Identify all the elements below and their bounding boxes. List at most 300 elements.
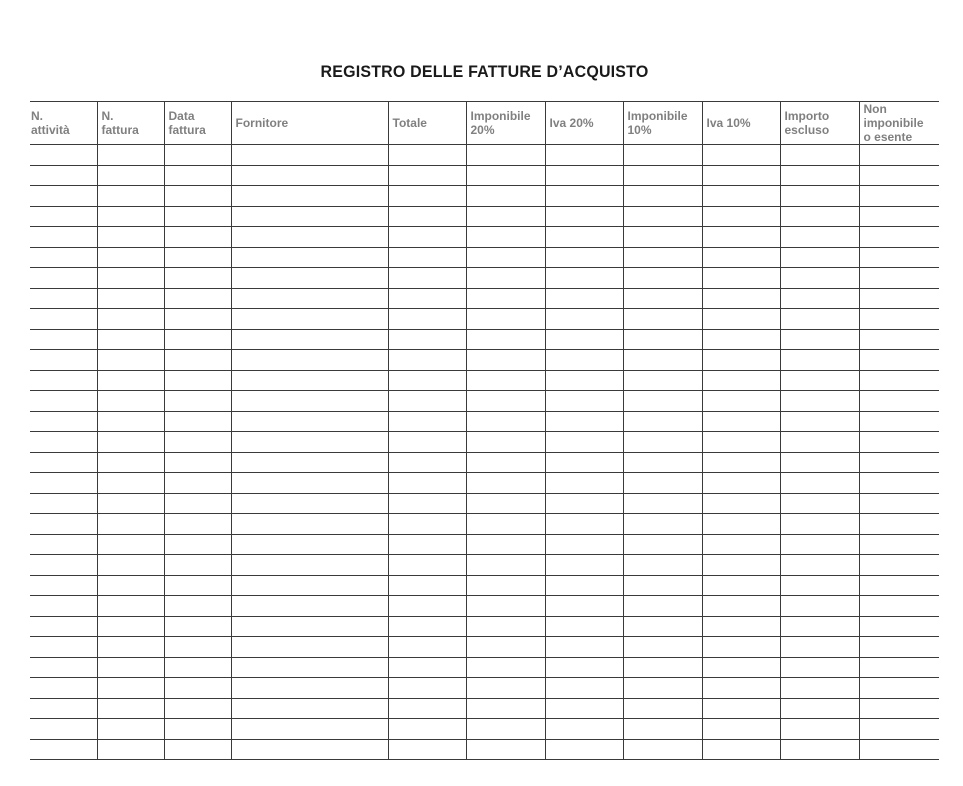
cell-fornitore	[231, 165, 388, 186]
cell-totale	[388, 719, 466, 740]
cell-imponibile-20	[466, 596, 545, 617]
cell-totale	[388, 165, 466, 186]
cell-imponibile-10	[623, 493, 702, 514]
cell-importo-escluso	[780, 616, 859, 637]
cell-iva-10	[702, 268, 780, 289]
cell-iva-20	[545, 678, 623, 699]
cell-data-fattura	[164, 227, 231, 248]
cell-totale	[388, 391, 466, 412]
cell-n-attivita	[30, 739, 97, 760]
cell-non-imponibile	[859, 227, 939, 248]
cell-iva-20	[545, 227, 623, 248]
cell-totale	[388, 329, 466, 350]
cell-n-attivita	[30, 678, 97, 699]
cell-data-fattura	[164, 596, 231, 617]
cell-importo-escluso	[780, 329, 859, 350]
cell-n-attivita	[30, 596, 97, 617]
cell-imponibile-10	[623, 698, 702, 719]
cell-imponibile-10	[623, 678, 702, 699]
cell-fornitore	[231, 432, 388, 453]
cell-importo-escluso	[780, 555, 859, 576]
cell-imponibile-20	[466, 534, 545, 555]
cell-fornitore	[231, 370, 388, 391]
cell-imponibile-10	[623, 534, 702, 555]
cell-totale	[388, 698, 466, 719]
cell-n-attivita	[30, 657, 97, 678]
cell-fornitore	[231, 698, 388, 719]
cell-data-fattura	[164, 719, 231, 740]
cell-importo-escluso	[780, 411, 859, 432]
cell-iva-10	[702, 575, 780, 596]
cell-fornitore	[231, 637, 388, 658]
cell-n-attivita	[30, 616, 97, 637]
cell-fornitore	[231, 206, 388, 227]
cell-iva-20	[545, 309, 623, 330]
cell-n-attivita	[30, 391, 97, 412]
cell-iva-10	[702, 596, 780, 617]
cell-n-attivita	[30, 473, 97, 494]
cell-non-imponibile	[859, 145, 939, 166]
cell-n-fattura	[97, 145, 164, 166]
table-row	[30, 719, 939, 740]
cell-totale	[388, 186, 466, 207]
cell-n-fattura	[97, 452, 164, 473]
cell-n-fattura	[97, 719, 164, 740]
cell-imponibile-10	[623, 186, 702, 207]
cell-n-fattura	[97, 165, 164, 186]
cell-importo-escluso	[780, 145, 859, 166]
cell-imponibile-20	[466, 186, 545, 207]
column-header-non-imponibile: Non imponibile o esente	[859, 102, 939, 145]
cell-fornitore	[231, 575, 388, 596]
cell-imponibile-10	[623, 719, 702, 740]
table-row	[30, 678, 939, 699]
cell-fornitore	[231, 309, 388, 330]
column-header-imponibile-20: Imponibile 20%	[466, 102, 545, 145]
cell-imponibile-10	[623, 165, 702, 186]
table-row	[30, 432, 939, 453]
cell-data-fattura	[164, 370, 231, 391]
cell-iva-10	[702, 698, 780, 719]
cell-non-imponibile	[859, 432, 939, 453]
cell-iva-20	[545, 206, 623, 227]
cell-data-fattura	[164, 329, 231, 350]
column-header-n-fattura: N. fattura	[97, 102, 164, 145]
cell-non-imponibile	[859, 575, 939, 596]
cell-non-imponibile	[859, 206, 939, 227]
cell-totale	[388, 514, 466, 535]
cell-iva-10	[702, 329, 780, 350]
cell-data-fattura	[164, 555, 231, 576]
cell-n-fattura	[97, 370, 164, 391]
cell-n-attivita	[30, 432, 97, 453]
cell-fornitore	[231, 555, 388, 576]
cell-imponibile-20	[466, 678, 545, 699]
cell-importo-escluso	[780, 227, 859, 248]
cell-data-fattura	[164, 165, 231, 186]
cell-importo-escluso	[780, 391, 859, 412]
cell-data-fattura	[164, 452, 231, 473]
cell-n-fattura	[97, 555, 164, 576]
cell-data-fattura	[164, 657, 231, 678]
cell-iva-20	[545, 493, 623, 514]
table-row	[30, 657, 939, 678]
cell-totale	[388, 555, 466, 576]
cell-n-fattura	[97, 247, 164, 268]
table-row	[30, 309, 939, 330]
cell-n-attivita	[30, 637, 97, 658]
cell-n-attivita	[30, 186, 97, 207]
cell-non-imponibile	[859, 534, 939, 555]
cell-non-imponibile	[859, 186, 939, 207]
cell-imponibile-10	[623, 288, 702, 309]
cell-imponibile-10	[623, 514, 702, 535]
cell-data-fattura	[164, 575, 231, 596]
cell-n-attivita	[30, 514, 97, 535]
cell-iva-20	[545, 350, 623, 371]
cell-data-fattura	[164, 493, 231, 514]
cell-data-fattura	[164, 739, 231, 760]
table-row	[30, 268, 939, 289]
cell-iva-10	[702, 678, 780, 699]
cell-totale	[388, 637, 466, 658]
cell-totale	[388, 596, 466, 617]
cell-iva-10	[702, 739, 780, 760]
cell-iva-10	[702, 247, 780, 268]
cell-imponibile-20	[466, 514, 545, 535]
cell-n-fattura	[97, 596, 164, 617]
cell-imponibile-20	[466, 288, 545, 309]
cell-imponibile-10	[623, 555, 702, 576]
cell-iva-10	[702, 411, 780, 432]
cell-data-fattura	[164, 637, 231, 658]
cell-iva-20	[545, 145, 623, 166]
cell-importo-escluso	[780, 350, 859, 371]
cell-iva-10	[702, 616, 780, 637]
cell-n-attivita	[30, 534, 97, 555]
cell-data-fattura	[164, 288, 231, 309]
cell-totale	[388, 616, 466, 637]
cell-n-attivita	[30, 268, 97, 289]
cell-non-imponibile	[859, 370, 939, 391]
cell-totale	[388, 145, 466, 166]
cell-data-fattura	[164, 432, 231, 453]
cell-importo-escluso	[780, 493, 859, 514]
cell-iva-10	[702, 657, 780, 678]
cell-data-fattura	[164, 247, 231, 268]
cell-totale	[388, 227, 466, 248]
cell-importo-escluso	[780, 739, 859, 760]
cell-imponibile-20	[466, 616, 545, 637]
cell-imponibile-20	[466, 493, 545, 514]
cell-importo-escluso	[780, 165, 859, 186]
cell-imponibile-10	[623, 350, 702, 371]
cell-n-attivita	[30, 411, 97, 432]
cell-imponibile-10	[623, 227, 702, 248]
cell-importo-escluso	[780, 719, 859, 740]
cell-imponibile-20	[466, 165, 545, 186]
cell-data-fattura	[164, 678, 231, 699]
column-header-importo-escluso: Importo escluso	[780, 102, 859, 145]
cell-iva-20	[545, 719, 623, 740]
table-body	[30, 145, 939, 760]
column-header-totale: Totale	[388, 102, 466, 145]
cell-imponibile-20	[466, 739, 545, 760]
cell-iva-10	[702, 514, 780, 535]
cell-imponibile-20	[466, 370, 545, 391]
table-row	[30, 247, 939, 268]
cell-imponibile-20	[466, 719, 545, 740]
table-row	[30, 514, 939, 535]
cell-iva-10	[702, 391, 780, 412]
cell-data-fattura	[164, 698, 231, 719]
cell-iva-20	[545, 165, 623, 186]
cell-iva-20	[545, 698, 623, 719]
cell-imponibile-10	[623, 206, 702, 227]
cell-iva-20	[545, 186, 623, 207]
cell-iva-20	[545, 473, 623, 494]
cell-n-fattura	[97, 391, 164, 412]
cell-data-fattura	[164, 268, 231, 289]
cell-imponibile-10	[623, 432, 702, 453]
cell-n-fattura	[97, 534, 164, 555]
cell-fornitore	[231, 719, 388, 740]
cell-non-imponibile	[859, 165, 939, 186]
cell-imponibile-20	[466, 206, 545, 227]
cell-imponibile-10	[623, 473, 702, 494]
cell-data-fattura	[164, 411, 231, 432]
cell-n-fattura	[97, 493, 164, 514]
cell-fornitore	[231, 534, 388, 555]
cell-n-fattura	[97, 575, 164, 596]
cell-totale	[388, 350, 466, 371]
cell-non-imponibile	[859, 678, 939, 699]
table-row	[30, 391, 939, 412]
cell-fornitore	[231, 452, 388, 473]
cell-totale	[388, 678, 466, 699]
cell-data-fattura	[164, 350, 231, 371]
cell-imponibile-10	[623, 596, 702, 617]
cell-fornitore	[231, 596, 388, 617]
cell-n-attivita	[30, 350, 97, 371]
cell-totale	[388, 268, 466, 289]
cell-imponibile-10	[623, 268, 702, 289]
table-row	[30, 555, 939, 576]
cell-n-fattura	[97, 329, 164, 350]
table-row	[30, 534, 939, 555]
cell-non-imponibile	[859, 247, 939, 268]
cell-importo-escluso	[780, 206, 859, 227]
cell-imponibile-20	[466, 575, 545, 596]
table-row	[30, 350, 939, 371]
cell-iva-10	[702, 370, 780, 391]
purchase-invoice-register-table	[30, 101, 939, 760]
cell-imponibile-20	[466, 637, 545, 658]
cell-imponibile-20	[466, 391, 545, 412]
cell-fornitore	[231, 616, 388, 637]
cell-iva-20	[545, 596, 623, 617]
cell-iva-20	[545, 452, 623, 473]
column-header-data-fattura: Data fattura	[164, 102, 231, 145]
cell-iva-20	[545, 739, 623, 760]
cell-imponibile-10	[623, 247, 702, 268]
cell-totale	[388, 473, 466, 494]
cell-non-imponibile	[859, 616, 939, 637]
cell-iva-20	[545, 391, 623, 412]
cell-non-imponibile	[859, 288, 939, 309]
cell-iva-10	[702, 309, 780, 330]
cell-importo-escluso	[780, 596, 859, 617]
cell-totale	[388, 370, 466, 391]
cell-n-fattura	[97, 514, 164, 535]
cell-imponibile-10	[623, 391, 702, 412]
table-row	[30, 370, 939, 391]
cell-imponibile-10	[623, 616, 702, 637]
cell-data-fattura	[164, 309, 231, 330]
cell-iva-10	[702, 719, 780, 740]
cell-iva-10	[702, 206, 780, 227]
cell-importo-escluso	[780, 575, 859, 596]
table-row	[30, 698, 939, 719]
cell-importo-escluso	[780, 268, 859, 289]
table-row	[30, 575, 939, 596]
cell-n-attivita	[30, 698, 97, 719]
cell-importo-escluso	[780, 657, 859, 678]
cell-iva-20	[545, 247, 623, 268]
cell-n-fattura	[97, 411, 164, 432]
cell-imponibile-20	[466, 350, 545, 371]
cell-totale	[388, 493, 466, 514]
cell-importo-escluso	[780, 534, 859, 555]
cell-n-fattura	[97, 186, 164, 207]
column-header-n-attivita: N. attività	[30, 102, 97, 145]
cell-imponibile-10	[623, 452, 702, 473]
cell-iva-10	[702, 145, 780, 166]
cell-importo-escluso	[780, 452, 859, 473]
cell-imponibile-10	[623, 739, 702, 760]
cell-fornitore	[231, 186, 388, 207]
cell-importo-escluso	[780, 309, 859, 330]
cell-imponibile-20	[466, 227, 545, 248]
cell-iva-20	[545, 575, 623, 596]
cell-iva-10	[702, 555, 780, 576]
cell-fornitore	[231, 145, 388, 166]
cell-non-imponibile	[859, 452, 939, 473]
cell-importo-escluso	[780, 370, 859, 391]
table-row	[30, 227, 939, 248]
cell-non-imponibile	[859, 309, 939, 330]
cell-fornitore	[231, 329, 388, 350]
cell-n-fattura	[97, 227, 164, 248]
cell-importo-escluso	[780, 432, 859, 453]
cell-iva-10	[702, 165, 780, 186]
cell-fornitore	[231, 493, 388, 514]
cell-non-imponibile	[859, 350, 939, 371]
cell-importo-escluso	[780, 678, 859, 699]
cell-importo-escluso	[780, 473, 859, 494]
cell-imponibile-20	[466, 329, 545, 350]
cell-n-attivita	[30, 555, 97, 576]
cell-iva-10	[702, 350, 780, 371]
cell-totale	[388, 432, 466, 453]
cell-n-attivita	[30, 575, 97, 596]
cell-imponibile-10	[623, 657, 702, 678]
cell-fornitore	[231, 678, 388, 699]
cell-fornitore	[231, 657, 388, 678]
cell-n-attivita	[30, 288, 97, 309]
cell-imponibile-10	[623, 411, 702, 432]
cell-n-attivita	[30, 329, 97, 350]
cell-iva-20	[545, 268, 623, 289]
cell-imponibile-20	[466, 411, 545, 432]
cell-non-imponibile	[859, 637, 939, 658]
cell-imponibile-20	[466, 698, 545, 719]
cell-imponibile-10	[623, 309, 702, 330]
cell-importo-escluso	[780, 247, 859, 268]
cell-n-fattura	[97, 678, 164, 699]
cell-totale	[388, 739, 466, 760]
table-row	[30, 596, 939, 617]
cell-totale	[388, 452, 466, 473]
cell-n-fattura	[97, 739, 164, 760]
cell-totale	[388, 206, 466, 227]
cell-iva-10	[702, 473, 780, 494]
cell-fornitore	[231, 288, 388, 309]
cell-non-imponibile	[859, 329, 939, 350]
table-row	[30, 739, 939, 760]
cell-n-fattura	[97, 268, 164, 289]
table-row	[30, 329, 939, 350]
cell-n-attivita	[30, 370, 97, 391]
column-header-imponibile-10: Imponibile 10%	[623, 102, 702, 145]
column-header-iva-20: Iva 20%	[545, 102, 623, 145]
cell-totale	[388, 247, 466, 268]
cell-non-imponibile	[859, 268, 939, 289]
cell-fornitore	[231, 739, 388, 760]
cell-non-imponibile	[859, 493, 939, 514]
table-row	[30, 411, 939, 432]
cell-data-fattura	[164, 534, 231, 555]
cell-n-attivita	[30, 165, 97, 186]
cell-importo-escluso	[780, 186, 859, 207]
cell-n-attivita	[30, 247, 97, 268]
cell-imponibile-20	[466, 268, 545, 289]
table-row	[30, 493, 939, 514]
cell-n-attivita	[30, 493, 97, 514]
cell-totale	[388, 411, 466, 432]
cell-totale	[388, 309, 466, 330]
cell-data-fattura	[164, 206, 231, 227]
column-header-fornitore: Fornitore	[231, 102, 388, 145]
cell-non-imponibile	[859, 719, 939, 740]
cell-imponibile-10	[623, 370, 702, 391]
cell-iva-10	[702, 534, 780, 555]
cell-fornitore	[231, 247, 388, 268]
cell-iva-20	[545, 329, 623, 350]
cell-iva-10	[702, 288, 780, 309]
cell-imponibile-10	[623, 329, 702, 350]
table-row	[30, 452, 939, 473]
cell-importo-escluso	[780, 698, 859, 719]
cell-fornitore	[231, 391, 388, 412]
cell-fornitore	[231, 268, 388, 289]
cell-iva-10	[702, 432, 780, 453]
cell-totale	[388, 657, 466, 678]
cell-imponibile-10	[623, 637, 702, 658]
cell-n-fattura	[97, 473, 164, 494]
cell-n-attivita	[30, 206, 97, 227]
cell-totale	[388, 288, 466, 309]
